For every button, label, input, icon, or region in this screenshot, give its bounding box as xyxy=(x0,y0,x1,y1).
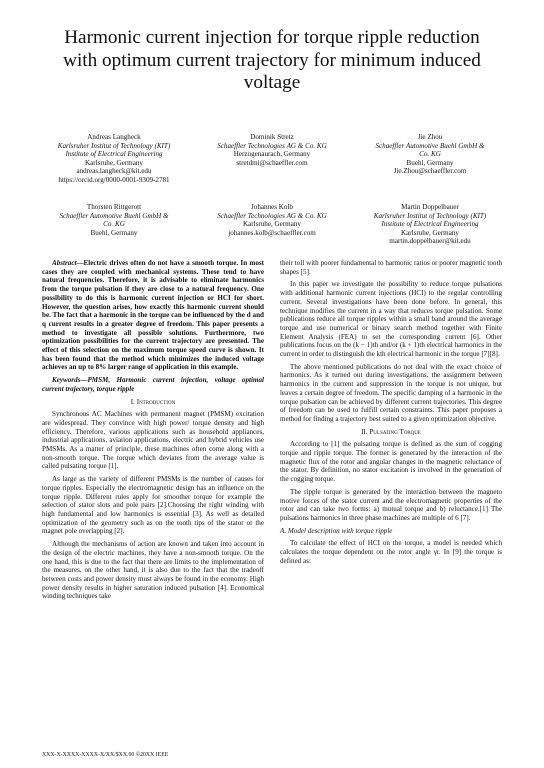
author-email: martin.doppelbauer@kit.edu xyxy=(389,237,471,246)
author-block-stretz xyxy=(188,133,356,167)
author-city: Buehl, Germany xyxy=(90,228,138,237)
author-orcid: https://orcid.org/0000-0001-9309-2781 xyxy=(58,175,170,184)
author-affiliation-cont: Co. KG xyxy=(103,220,125,229)
left-column xyxy=(42,259,264,605)
author-affiliation-cont: Co. KG xyxy=(419,150,441,159)
author-affiliation: Schaeffler Automotive Buehl GmbH & xyxy=(375,141,485,150)
author-affiliation: Schaeffler Technologies AG & Co. KG xyxy=(217,141,327,150)
section-heading-pulsating-torque: II. Pulsating Torque xyxy=(361,427,421,436)
author-city: Buehl, Germany xyxy=(406,158,454,167)
paragraph: Synchronous AC Machines with permanent magnet (PMSM) excitation are widespread. They convince with high power/ torque density and high efficiency. Therefore, various applications such as household appliances, industrial applications, aviation applications, electric and hybrid vehicles use PMSMs. As a matter of principle, these machines often come along with a non-smooth torque. The torque which deviates from the average value is called pulsating torque [1]. xyxy=(42,410,264,471)
author-block-langheck xyxy=(30,133,198,185)
author-name: Thorsten Rittgerott xyxy=(86,203,142,211)
author-affiliation: Schaeffler Automotive Buehl GmbH & xyxy=(59,211,169,220)
paragraph: As large as the variety of different PMSMs is the number of causes for torque ripples. Especially the electromagnetic design has an influence on the torque ripple. Different rules apply for smoother torque for example the selection of stator slots and pole pairs [2].Choosing the right winding with high fundamental and low harmonics is essential [3]. As well as detailed optimization of the geometry such as on the tooth tips of the stator or the magnet pole overlapping [2]. xyxy=(42,475,264,536)
author-name: Martin Doppelbauer xyxy=(401,203,459,211)
author-affiliation: Karlsruher Institut of Technology (KIT) xyxy=(57,141,171,150)
author-email: stretdmi@schaeffler.com xyxy=(236,158,308,167)
paper-title: Harmonic current injection for torque ripple reduction with optimum current trajectory for minimum induced voltage xyxy=(63,27,481,93)
author-email: Jie.Zhou@schaeffler.com xyxy=(393,167,467,176)
author-name: Johannes Kolb xyxy=(251,203,293,211)
author-name: Andreas Langheck xyxy=(87,133,141,141)
author-name: Dominik Stretz xyxy=(250,133,294,141)
subsection-heading-model: A. Model description with torque ripple xyxy=(280,526,393,535)
paragraph: The ripple torque is generated by the interaction between the magneto motive forces of the stator current and the electromagnetic properties of the rotor and can take two forms: a) mutual torque and b) reluctance.[1] The pulsations harmonics in three phase machines are multiple of 6 [7]. xyxy=(280,487,502,522)
paragraph: In this paper we investigate the possibility to reduce torque pulsations with additional harmonic current injections (HCI) to the regular controlling current. Several investigations have been done before. In general, this technique modifies the current in a way that reduces torque pulsation. Some publications reduce all torque ripples within a small band around the average torque and use numerical or binary search method together with Finite Element Analysis (FEA) to set the corresponding current [6]. Other publications focus on the (k − 1)th and/or (k + 1)th electrical harmonics in the current in order to distinguish the kth electrical harmonic in the torque [7][8]. xyxy=(280,280,502,359)
paragraph: their toll with poorer fundamental to harmonic ratios or poorer magnetic tooth shapes [5]. xyxy=(280,259,502,276)
paragraph: To calculate the effect of HCI on the torque, a model is needed which calculates the torque dependent on the rotor angle γr. In [9] the torque is defined as: xyxy=(280,539,502,565)
author-city: Karlsruhe, Germany xyxy=(243,220,301,229)
right-column xyxy=(280,259,502,570)
author-affiliation: Karlsruher Institut of Technology (KIT) xyxy=(373,211,487,220)
author-email: johannes.kolb@schaeffler.com xyxy=(228,228,316,237)
author-email: andreas.langheck@kit.edu xyxy=(76,167,152,176)
author-city: Karlsruhe, Germany xyxy=(401,228,459,237)
abstract-lead: Abstract xyxy=(52,259,77,267)
section-heading-introduction: I. Introduction xyxy=(130,397,176,406)
author-affiliation: Schaeffler Technologies AG & Co. KG xyxy=(217,211,327,220)
author-department: Institute of Electrical Engineering xyxy=(381,220,479,229)
abstract xyxy=(42,259,264,372)
author-city: Herzogenaurach, Germany xyxy=(233,150,311,159)
copyright-footer: XXX-X-XXXX-XXXX-X/XX/$XX.00 ©20XX IEEE xyxy=(42,752,169,758)
author-department: Institute of Electrical Engineering xyxy=(65,150,163,159)
author-name: Jie Zhou xyxy=(417,133,443,141)
paragraph: The above mentioned publications do not deal with the exact choice of harmonics. As it turned out during investigations, the assignment between harmonics in the current and suppression in the torque is not unique, but leaves a certain degree of freedom. The specific damping of a harmonic in the torque pulsation can be achieved by different current trajectories. This degree of freedom can be used to fulfill certain constraints. This paper proposes a method for finding a trajectory best suited to a given optimization objective. xyxy=(280,362,502,423)
author-block-kolb xyxy=(188,203,356,237)
author-block-doppelbauer xyxy=(346,203,514,246)
author-city: Karlsruhe, Germany xyxy=(85,158,143,167)
paragraph: Although the mechanisms of action are known and taken into account in the design of the electric machines, they have a non-smooth torque. On the one hand, this is due to the fact that there are limits to the implementation of the measures, on the other hand, it is also due to the fact that the tradeoff between costs and power density must always be found in the economy. High power density results in higher saturation induced pulsation [4]. Economical winding techniques take xyxy=(42,540,264,601)
author-block-rittgerott xyxy=(30,203,198,237)
keywords: Keywords—PMSM, Harmonic current injection, voltage optimal current trajectory, torque ripple xyxy=(42,376,264,393)
author-block-zhou xyxy=(346,133,514,176)
abstract-text: —Electric drives often do not have a smooth torque. In most cases they are coupled with mechanical systems. These tend to have natural frequencies. Therefore, it is advisable to eliminate harmonics from the torque pulsation if they are close to a natural frequency. One possibility to do this is harmonic current injection or HCI for short. However, the question arises, how exactly this harmonic current should be. The fact that a harmonic in the torque can be influenced by the d and q current results in a greater degree of freedom. This paper presents a method to investigate all possible solutions. Furthermore, two optimization possibilities for the current trajectory are presented. The effect of this selection on the maximum torque speed curve is shown. It has been found that the method which minimizes the induced voltage achieves an up to 8% larger range of application in this example. xyxy=(42,259,264,372)
paragraph: According to [1] the pulsating torque is defined as the sum of cogging torque and ripple torque. The former is generated by the interaction of the magnetic flux of the rotor and angular changes in the magnetic reluctance of the stator. By definition, no stator excitation is involved in the generation of the cogging torque. xyxy=(280,440,502,484)
